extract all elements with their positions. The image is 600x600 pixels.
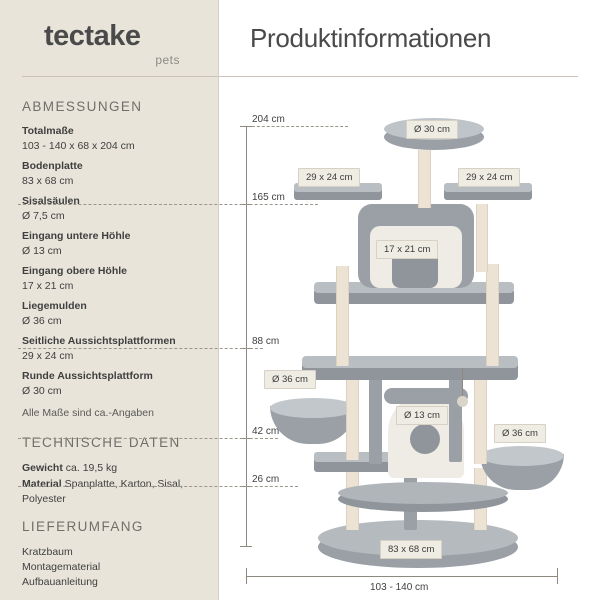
leader-42 [18, 438, 278, 439]
width-tick-right [557, 568, 558, 584]
callout-lower-cave: Ø 13 cm [396, 406, 448, 425]
dimension-label: Eingang obere Höhle [22, 265, 128, 277]
technical-value: Spanplatte, Karton, Sisal, Polyester [22, 478, 184, 506]
sisal-post-top-center [418, 150, 431, 208]
lower-cave-entrance [410, 424, 440, 454]
width-label: 103 - 140 cm [370, 582, 429, 593]
callout-upper-cave: 17 x 21 cm [376, 240, 438, 259]
height-label-88: 88 cm [252, 336, 280, 347]
cat-tree-diagram [218, 76, 600, 600]
sisal-post-mid-left [346, 376, 359, 460]
dimension-label: Sisalsäulen [22, 195, 80, 207]
technical-heading: TECHNISCHE DATEN [22, 435, 181, 450]
callout-side-left: 29 x 24 cm [298, 168, 360, 187]
dimension-value: 17 x 21 cm [22, 280, 74, 293]
dimensions-heading: ABMESSUNGEN [22, 99, 143, 114]
height-label-26: 26 cm [252, 474, 280, 485]
toy-string [462, 368, 463, 398]
leader-165 [18, 204, 318, 205]
sisal-post-upper-right [486, 264, 499, 366]
callout-base-plate: 83 x 68 cm [380, 540, 442, 559]
dimension-value: 103 - 140 x 68 x 204 cm [22, 140, 135, 153]
height-tick-0 [240, 546, 252, 547]
dimension-value: Ø 7,5 cm [22, 210, 65, 223]
bowl-right-rim [480, 446, 564, 466]
dimension-label: Runde Aussichtsplattform [22, 370, 153, 382]
technical-value: ca. 19,5 kg [65, 462, 118, 474]
dimension-item-bodenplatte [22, 159, 212, 189]
delivery-item-2: Montagematerial [22, 561, 101, 573]
height-label-204: 204 cm [252, 114, 285, 125]
height-label-42: 42 cm [252, 426, 280, 437]
technical-item-gewicht [22, 461, 212, 476]
dimension-label: Totalmaße [22, 125, 74, 137]
post-mid-inner-left [369, 376, 382, 464]
leader-88 [18, 348, 263, 349]
technical-label: Material [22, 478, 62, 490]
delivery-item-3: Aufbauanleitung [22, 576, 98, 588]
dimension-value: 83 x 68 cm [22, 175, 74, 188]
dimensions-note: Alle Maße sind ca.-Angaben [22, 407, 154, 419]
dimension-value: Ø 36 cm [22, 315, 62, 328]
sisal-post-upper-left [336, 266, 349, 366]
callout-round-top: Ø 30 cm [406, 120, 458, 139]
width-dimension-line [246, 576, 558, 577]
dimension-item-totalmasse [22, 124, 212, 154]
callout-bowl-right: Ø 36 cm [494, 424, 546, 443]
dimension-value: 29 x 24 cm [22, 350, 74, 363]
brand-subtitle: pets [155, 53, 180, 67]
dimension-value: Ø 13 cm [22, 245, 62, 258]
toy-ball [457, 396, 468, 407]
sisal-post-top-right [476, 204, 488, 272]
callout-bowl-left: Ø 36 cm [264, 370, 316, 389]
dimension-label: Seitliche Aussichtsplattformen [22, 335, 176, 347]
height-label-165: 165 cm [252, 192, 285, 203]
technical-item-material [22, 477, 212, 507]
dimension-item-eingang-obere-hoehle [22, 264, 212, 294]
delivery-item-1: Kratzbaum [22, 546, 73, 558]
width-tick-left [246, 568, 247, 584]
dimension-label: Bodenplatte [22, 160, 83, 172]
brand-logo [44, 22, 204, 67]
page-title: Produktinformationen [250, 23, 492, 53]
delivery-heading: LIEFERUMFANG [22, 519, 144, 534]
dimension-item-sisalsaeulen [22, 194, 212, 224]
post-mid-inner-right [449, 372, 462, 462]
sisal-post-mid-right [474, 372, 487, 464]
leader-204 [252, 126, 348, 127]
height-tick-204 [240, 126, 252, 127]
height-axis [246, 126, 247, 546]
dimension-item-eingang-untere-hoehle [22, 229, 212, 259]
dimension-item-liegemulden [22, 299, 212, 329]
dimension-item-seitliche-aussichtsplattformen [22, 334, 212, 364]
callout-side-right: 29 x 24 cm [458, 168, 520, 187]
dimension-value: Ø 30 cm [22, 385, 62, 398]
platform-26-top [338, 482, 508, 504]
leader-26 [18, 486, 298, 487]
dimension-label: Liegemulden [22, 300, 87, 312]
technical-label: Gewicht [22, 462, 63, 474]
brand-name: tectake [44, 20, 141, 52]
dimension-label: Eingang untere Höhle [22, 230, 131, 242]
bowl-left-rim [270, 398, 356, 418]
dimension-item-runde-aussichtsplattform [22, 369, 212, 399]
